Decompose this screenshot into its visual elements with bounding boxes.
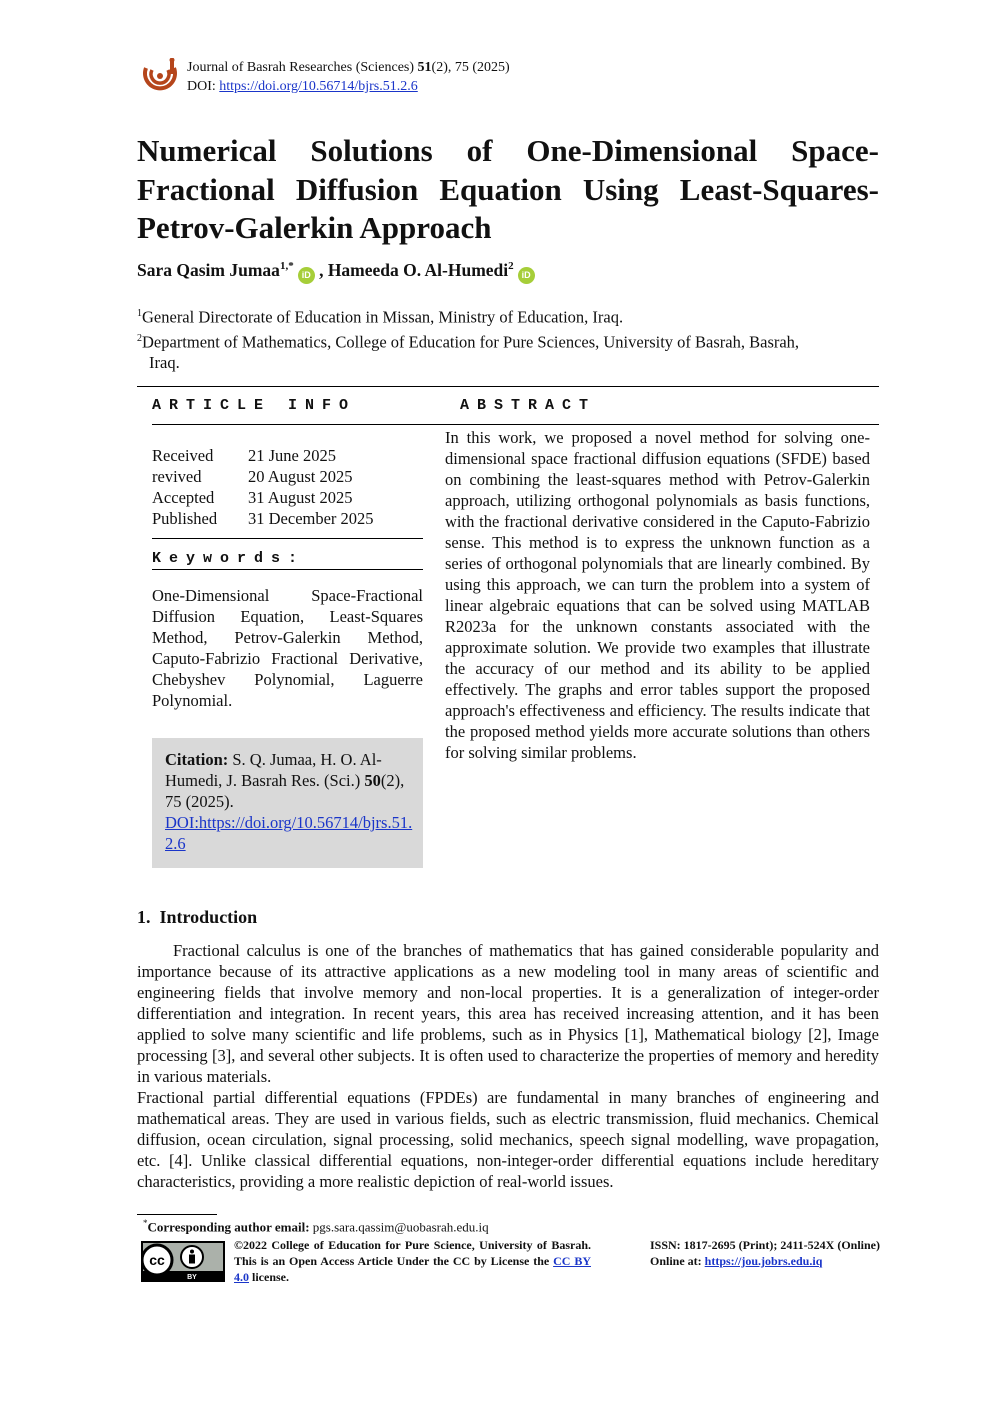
divider-keywords-bottom (152, 569, 423, 570)
article-dates (152, 445, 374, 529)
journal-website-link[interactable]: https://jou.jobrs.edu.iq (704, 1254, 823, 1268)
journal-citation-line: Journal of Basrah Researches (Sciences) 51(2), 75 (2025) (187, 60, 510, 75)
corresponding-email: *Corresponding author email: pgs.sara.qassim@uobasrah.edu.iq (143, 1218, 489, 1235)
doi-line: DOI: https://doi.org/10.56714/bjrs.51.2.6 (187, 79, 418, 94)
paper-title: Numerical Solutions of One-Dimensional Space-Fractional Diffusion Equation Using Least-Squares-Petrov-Galerkin Approach (137, 133, 879, 245)
issn-line: ISSN: 1817-2695 (Print); 2411-524X (Online) (650, 1238, 880, 1252)
divider-keywords-top (152, 538, 423, 539)
divider-top (137, 386, 879, 387)
author-name: Hameeda O. Al-Humedi (327, 260, 509, 280)
date-row: Received 21 June 2025 (152, 446, 336, 465)
date-row: revived 20 August 2025 (152, 467, 353, 486)
by-text: BY (187, 1274, 197, 1281)
copyright-notice: ©2022 College of Education for Pure Science, University of Basrah. This is an Open Access Article Under the CC by License the CC BY 4.0 license. (234, 1238, 591, 1284)
orcid-icon[interactable]: iD (518, 267, 535, 284)
license-link[interactable]: CC BY 4.0 (234, 1254, 591, 1284)
doi-link[interactable]: https://doi.org/10.56714/bjrs.51.2.6 (219, 79, 418, 94)
abstract-heading: ABSTRACT (460, 397, 597, 414)
orcid-icon[interactable]: iD (298, 267, 315, 284)
author-name: Sara Qasim Jumaa (137, 260, 280, 280)
introduction-body (137, 940, 879, 1192)
date-row: Published 31 December 2025 (152, 509, 374, 528)
introduction-heading: 1. Introduction (137, 907, 258, 927)
intro-paragraph-2: Fractional partial differential equations (FPDEs) are fundamental in many branches of engineering and mathematical areas. They are used in various fields, such as electric transmission, fluid mechanics. Chemical diffusion, ocean circulation, signal processing, solid mechanics, speech signal modelling, wave propagation, etc. [4]. Unlike classical differential equations, non-integer-order differential equations include hereditary characteristics, providing a more realistic depiction of real-world issues. (137, 1088, 879, 1191)
issn-info (650, 1237, 880, 1269)
date-row: Accepted 31 August 2025 (152, 488, 353, 507)
keywords-text: One-Dimensional Space-Fractional Diffusion Equation, Least-Squares Method, Petrov-Galerkin Method, Caputo-Fabrizio Fractional Derivative, Chebyshev Polynomial, Laguerre Polynomial. (152, 586, 423, 710)
keywords-heading: Keywords: (152, 550, 306, 567)
affiliation-2-continuation: Iraq. (149, 353, 180, 372)
divider-under-headings (152, 424, 879, 425)
abstract-text: In this work, we proposed a novel method for solving one-dimensional space fractional diffusion equations (SFDE) based on combining the least-squares method with Petrov-Galerkin approach, utilizing orthogonal polynomials as basis functions, with the fractional derivative considered in the Caputo-Fabrizio sense. This method is to express the unknown function as a series of orthogonal polynomials that are linearly combined. By using this approach, we can turn the problem into a system of linear algebraic equations that can be solved using MATLAB R2023a for the unknown constants associated with the approximate solution. We provide two examples that illustrate the accuracy of our method and its ability to be applied effectively. The graphs and error tables support the proposed approach's effectiveness and efficiency. The results indicate that the proposed method yields more accurate solutions than others for solving similar problems. (445, 428, 870, 762)
footer-divider (137, 1214, 217, 1215)
author-list: Sara Qasim Jumaa$^{1,*}$iD , Hameeda O. Al-Humedi$^2$iD (137, 260, 535, 284)
journal-logo-icon (140, 58, 180, 96)
affiliations (137, 303, 879, 373)
citation-doi-link[interactable]: DOI:https://doi.org/10.56714/bjrs.51.2.6 (165, 813, 413, 853)
affiliation-2: $^2$Department of Mathematics, College of Education for Pure Sciences, University of Basrah, Basrah, (137, 332, 800, 351)
article-info-heading: ARTICLE INFO (152, 397, 357, 414)
cc-by-license-icon[interactable] (141, 1241, 225, 1282)
online-line: Online at: https://jou.jobrs.edu.iq (650, 1254, 823, 1268)
affiliation-1: $^1$General Directorate of Education in Missan, Ministry of Education, Iraq. (137, 307, 624, 327)
citation-box: Citation: S. Q. Jumaa, H. O. Al-Humedi, J. Basrah Res. (Sci.) 50(2), 75 (2025). DOI:https://doi.org/10.56714/bjrs.51.2.6 (152, 738, 423, 868)
intro-paragraph-1: Fractional calculus is one of the branches of mathematics that has gained considerable popularity and importance because of its attractive applications as a new modeling tool in many areas of scientific and engineering fields that involve memory and non-local properties. It is a generalization of integer-order differentiation and integration. In recent years, this area has received increasing attention, and it has been applied to solve many scientific and life problems, such as in Physics [1], Mathematical biology [2], Image processing [3], and several other subjects. It is often used to characterize the properties of memory and heredity in various materials. (137, 941, 879, 1086)
cc-text: cc (149, 1252, 165, 1268)
